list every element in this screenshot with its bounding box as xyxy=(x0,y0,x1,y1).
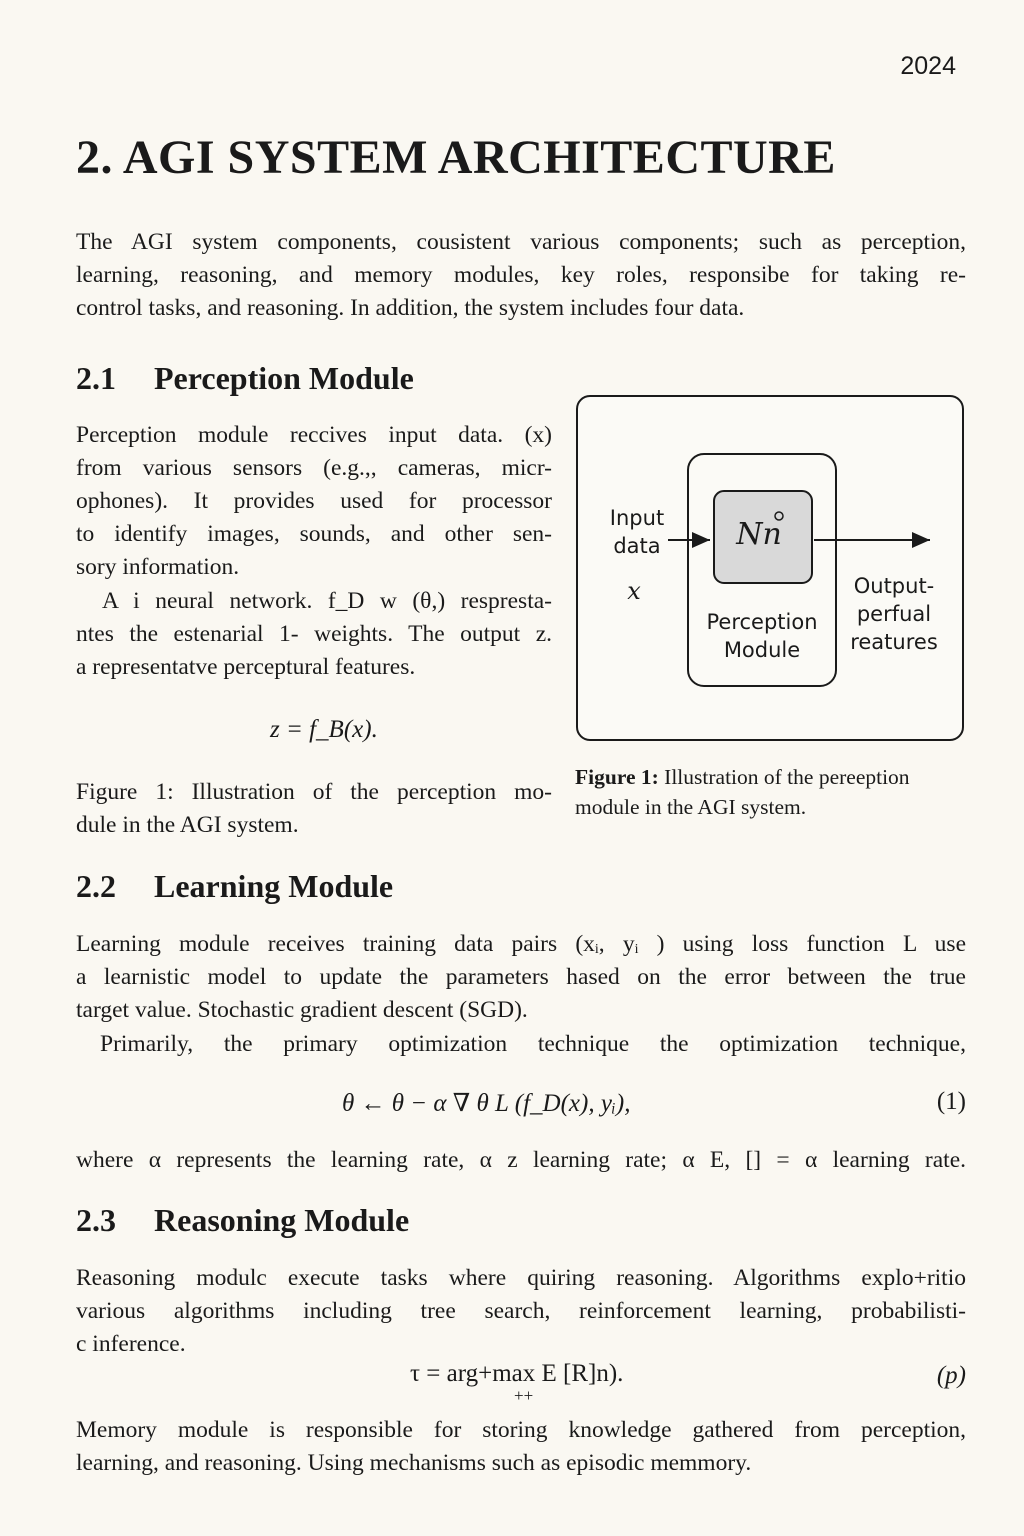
reasoning-equation: τ = arg+max E [R]n). xyxy=(410,1360,624,1387)
section-number: 2.2 xyxy=(76,868,116,904)
section-number: 2.3 xyxy=(76,1202,116,1238)
text-line: The AGI system components, cousistent various components; such as perception, xyxy=(76,229,966,255)
text-line: Figure 1: Illustration of the perception mo- xyxy=(76,779,552,805)
text-line: from various sensors (e.g.,, cameras, micr- xyxy=(76,455,552,481)
text-line: a learnistic model to update the parameters hased on the error between the true xyxy=(76,964,966,990)
perception-paragraph xyxy=(76,419,552,584)
figure-caption-right xyxy=(575,762,975,822)
figure-1-svg xyxy=(578,397,966,743)
text-line: Perception module reccives input data. (x) xyxy=(76,422,552,448)
section-title: Reasoning Module xyxy=(154,1202,410,1238)
text-line: c inference. xyxy=(76,1331,186,1357)
text-line: where α represents the learning rate, α z learning rate; α E, [] = α learning rate. xyxy=(76,1147,966,1173)
caption-text: Illustration of the pereeption module in the AGI system. xyxy=(575,765,910,819)
equation-number-p: (p) xyxy=(936,1362,966,1389)
section-title: Perception Module xyxy=(154,360,414,396)
perception-equation: z = f_B(x). xyxy=(270,716,378,743)
perception-paragraph-2 xyxy=(76,585,552,684)
section-heading-2-2 xyxy=(76,868,393,905)
text-line: sory information. xyxy=(76,554,240,580)
sgd-equation: θ ← θ − α ∇ θ L (f_D(x), yᵢ), xyxy=(342,1090,631,1117)
input-symbol: x xyxy=(627,577,641,605)
text-line: control tasks, and reasoning. In addition, the system includes four data. xyxy=(76,295,745,321)
section-heading-2-3 xyxy=(76,1202,409,1239)
caption-label: Figure 1: xyxy=(575,765,659,789)
text-line: Primarily, the primary optimization technique the optimization technique, xyxy=(100,1031,966,1057)
intro-paragraph xyxy=(76,226,966,325)
learning-paragraph xyxy=(76,928,966,1027)
node-symbol: Nn xyxy=(736,517,782,552)
module-label: Perception Module xyxy=(706,610,818,662)
text-line: Memory module is responsible for storing knowledge gathered from perception, xyxy=(76,1417,966,1443)
input-label: Input data xyxy=(609,506,665,558)
text-line: Reasoning modulc execute tasks where quiring reasoning. Algorithms explo+ritio xyxy=(76,1265,966,1291)
figure-1-diagram xyxy=(576,395,964,741)
section-number: 2.1 xyxy=(76,360,116,396)
learning-rate-paragraph xyxy=(76,1144,966,1177)
text-line: target value. Stochastic gradient descent (SGD). xyxy=(76,997,528,1023)
text-line: Learning module receives training data pairs (xᵢ, yᵢ ) using loss function L use xyxy=(76,931,966,957)
section-heading-2-1 xyxy=(76,360,414,397)
text-line: learning, reasoning, and memory modules, key roles, responsibe for taking re- xyxy=(76,262,966,288)
text-line: to identify images, sounds, and other sen- xyxy=(76,521,552,547)
text-line: dule in the AGI system. xyxy=(76,812,299,838)
text-line: learning, and reasoning. Using mechanisms such as episodic memmory. xyxy=(76,1450,752,1476)
page-title: 2. AGI SYSTEM ARCHITECTURE xyxy=(76,131,836,184)
figure-caption-left xyxy=(76,776,552,842)
output-label: Output- perfual reatures xyxy=(850,574,938,654)
section-title: Learning Module xyxy=(154,868,394,904)
text-line: ntes the estenarial 1- weights. The output z. xyxy=(76,621,552,647)
text-line: various algorithms including tree search, reinforcement learning, probabilisti- xyxy=(76,1298,966,1324)
equation-number-1: (1) xyxy=(936,1088,966,1115)
text-line: ophones). It provides used for processor xyxy=(76,488,552,514)
memory-paragraph xyxy=(76,1414,966,1480)
text-line: a representatve perceptural features. xyxy=(76,654,416,680)
text-line: A i neural network. f_D w (θ,) respresta- xyxy=(102,588,552,614)
reasoning-equation-subscript: ++ xyxy=(514,1386,534,1405)
learning-paragraph-2 xyxy=(76,1028,966,1061)
page-year: 2024 xyxy=(900,52,956,80)
reasoning-paragraph xyxy=(76,1262,966,1361)
